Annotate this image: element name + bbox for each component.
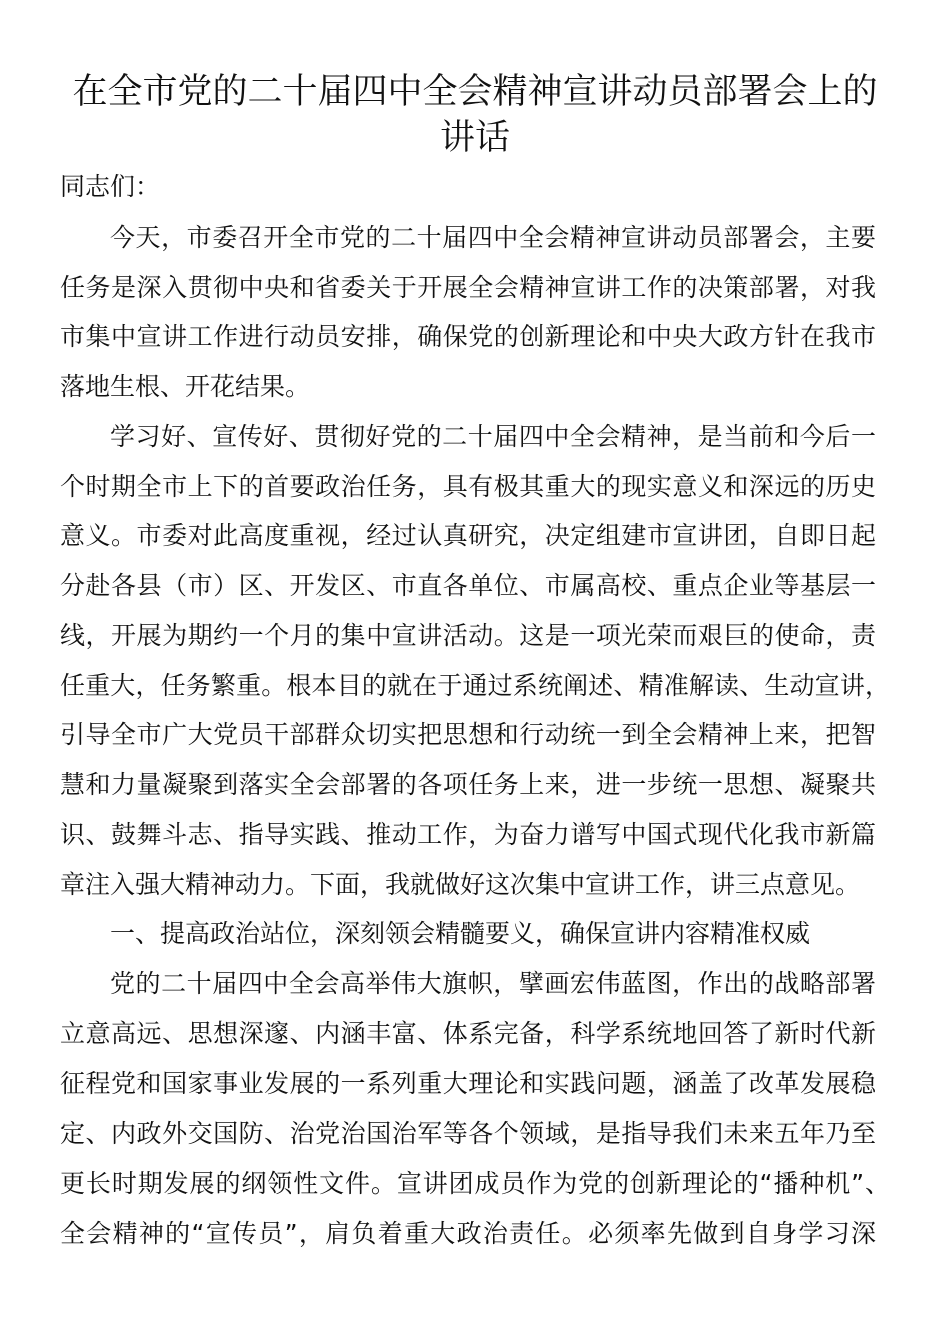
paragraph-line: 意义。市委对此高度重视，经过认真研究，决定组建市宣讲团，自即日起 — [60, 521, 876, 550]
paragraph-line: 征程党和国家事业发展的一系列重大理论和实践问题，涵盖了改革发展稳 — [60, 1069, 876, 1098]
paragraph-line: 立意高远、思想深邃、内涵丰富、体系完备，科学系统地回答了新时代新 — [60, 1019, 876, 1048]
paragraph-line: 任务是深入贯彻中央和省委关于开展全会精神宣讲工作的决策部署，对我 — [60, 273, 876, 302]
salutation: 同志们： — [60, 172, 161, 201]
paragraph-line: 学习好、宣传好、贯彻好党的二十届四中全会精神，是当前和今后一 — [110, 422, 876, 451]
paragraph-line: 更长时期发展的纲领性文件。宣讲团成员作为党的创新理论的“播种机”、 — [60, 1169, 890, 1198]
paragraph-line: 引导全市广大党员干部群众切实把思想和行动统一到全会精神上来，把智 — [60, 720, 876, 749]
document-title-line-2: 讲话 — [439, 118, 510, 158]
document-title-line-1: 在全市党的二十届四中全会精神宣讲动员部署会上的 — [72, 72, 878, 112]
paragraph-line: 市集中宣讲工作进行动员安排，确保党的创新理论和中央大政方针在我市 — [60, 322, 876, 351]
paragraph-line: 定、内政外交国防、治党治国治军等各个领域，是指导我们未来五年乃至 — [60, 1119, 876, 1148]
paragraph-line: 线，开展为期约一个月的集中宣讲活动。这是一项光荣而艰巨的使命，责 — [60, 621, 876, 650]
paragraph-line: 任重大，任务繁重。根本目的就在于通过系统阐述、精准解读、生动宣讲， — [60, 671, 890, 700]
paragraph-line: 今天，市委召开全市党的二十届四中全会精神宣讲动员部署会，主要 — [110, 223, 876, 252]
paragraph-line: 全会精神的“宣传员”，肩负着重大政治责任。必须率先做到自身学习深 — [60, 1219, 876, 1248]
paragraph-line: 慧和力量凝聚到落实全会部署的各项任务上来，进一步统一思想、凝聚共 — [60, 770, 876, 799]
paragraph-line: 个时期全市上下的首要政治任务，具有极其重大的现实意义和深远的历史 — [60, 472, 876, 501]
paragraph-line: 识、鼓舞斗志、指导实践、推动工作，为奋力谱写中国式现代化我市新篇 — [60, 820, 876, 849]
paragraph-line: 落地生根、开花结果。 — [60, 372, 311, 401]
paragraph-line: 党的二十届四中全会高举伟大旗帜，擘画宏伟蓝图，作出的战略部署 — [110, 969, 876, 998]
paragraph-line: 章注入强大精神动力。下面，我就做好这次集中宣讲工作，讲三点意见。 — [60, 870, 861, 899]
paragraph-line: 分赴各县（市）区、开发区、市直各单位、市属高校、重点企业等基层一 — [60, 571, 876, 600]
section-heading: 一、提高政治站位，深刻领会精髓要义，确保宣讲内容精准权威 — [110, 919, 811, 948]
